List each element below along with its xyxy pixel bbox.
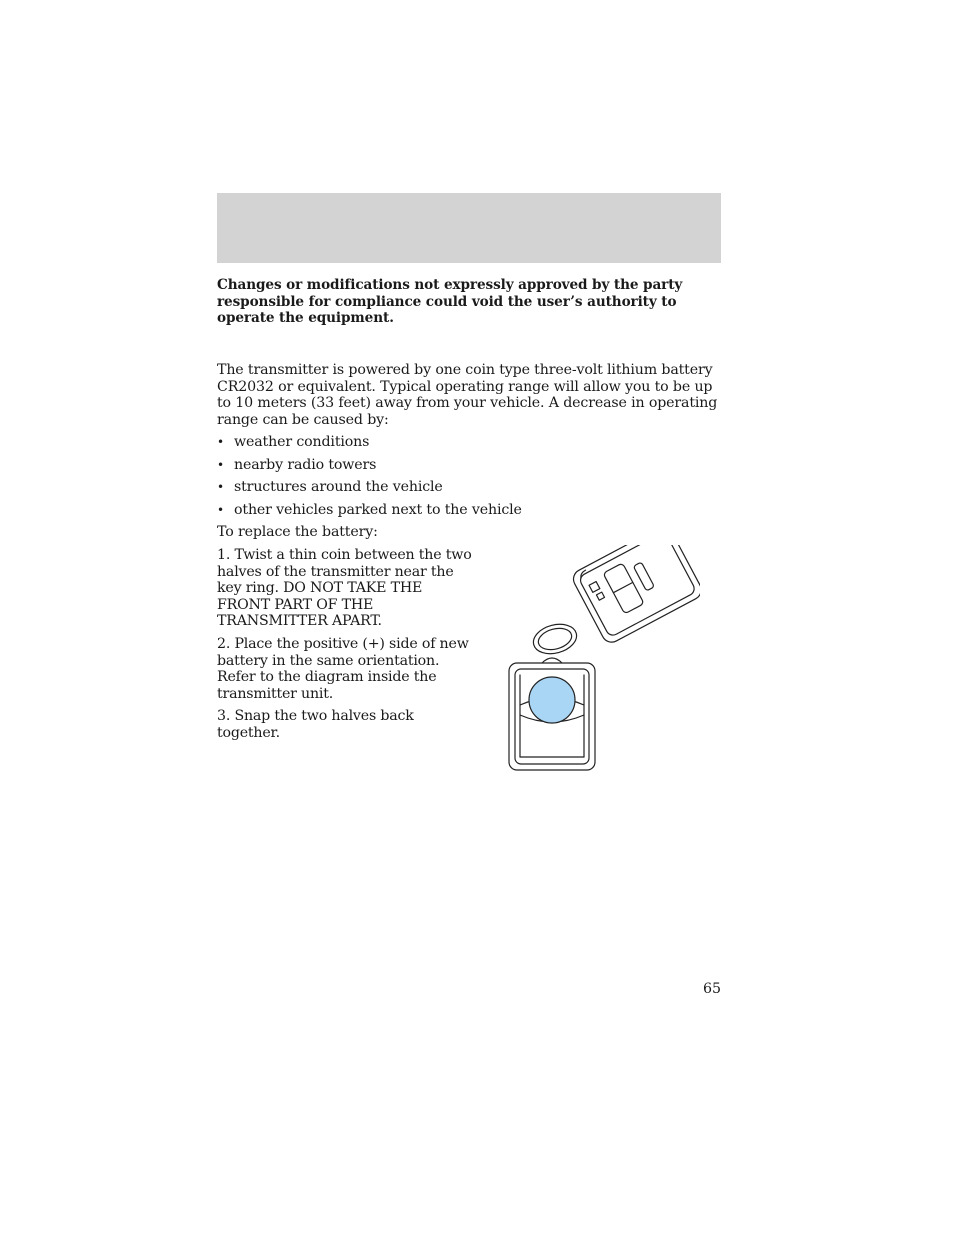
list-item [217, 502, 727, 525]
step-3: 3. Snap the two halves back together. [217, 708, 414, 741]
page-number: 65 [702, 981, 721, 997]
cause-text: weather conditions [234, 434, 370, 450]
key-ring [530, 620, 580, 658]
bullet-icon: • [217, 480, 224, 495]
step-2: 2. Place the positive (+) side of new battery in the same orientation. Refer to the diagram inside the transmitter unit. [217, 635, 469, 702]
range-causes-list [217, 434, 727, 524]
coin-battery-icon [529, 677, 575, 723]
transmitter-front-half [509, 658, 595, 770]
transmitter-back-half [570, 545, 700, 646]
battery-intro-paragraph: The transmitter is powered by one coin type three-volt lithium battery CR2032 or equivalent. Typical operating range will allow you to be up to 10 meters (33 feet) away from your vehicle. A decrease in operating range can be caused by: [217, 362, 718, 428]
bullet-icon: • [217, 502, 224, 517]
transmitter-battery-diagram [500, 545, 700, 777]
list-item [217, 457, 727, 480]
cause-text: structures around the vehicle [234, 479, 443, 496]
list-item [217, 434, 727, 457]
replacement-steps [217, 547, 479, 748]
compliance-warning: Changes or modifications not expressly approved by the party responsible for compliance could void the user’s authority to operate the equipment. [217, 277, 683, 327]
step-1: 1. Twist a thin coin between the two halves of the transmitter near the key ring. DO NOT TAKE THE FRONT PART OF THE TRANSMITTER APART. [217, 547, 472, 630]
cause-text: other vehicles parked next to the vehicle [234, 501, 522, 518]
list-item [217, 479, 727, 502]
bullet-icon: • [217, 457, 224, 472]
cause-text: nearby radio towers [234, 456, 377, 473]
bullet-icon: • [217, 435, 224, 449]
section-header-band [217, 193, 721, 263]
replace-battery-heading: To replace the battery: [217, 524, 378, 540]
